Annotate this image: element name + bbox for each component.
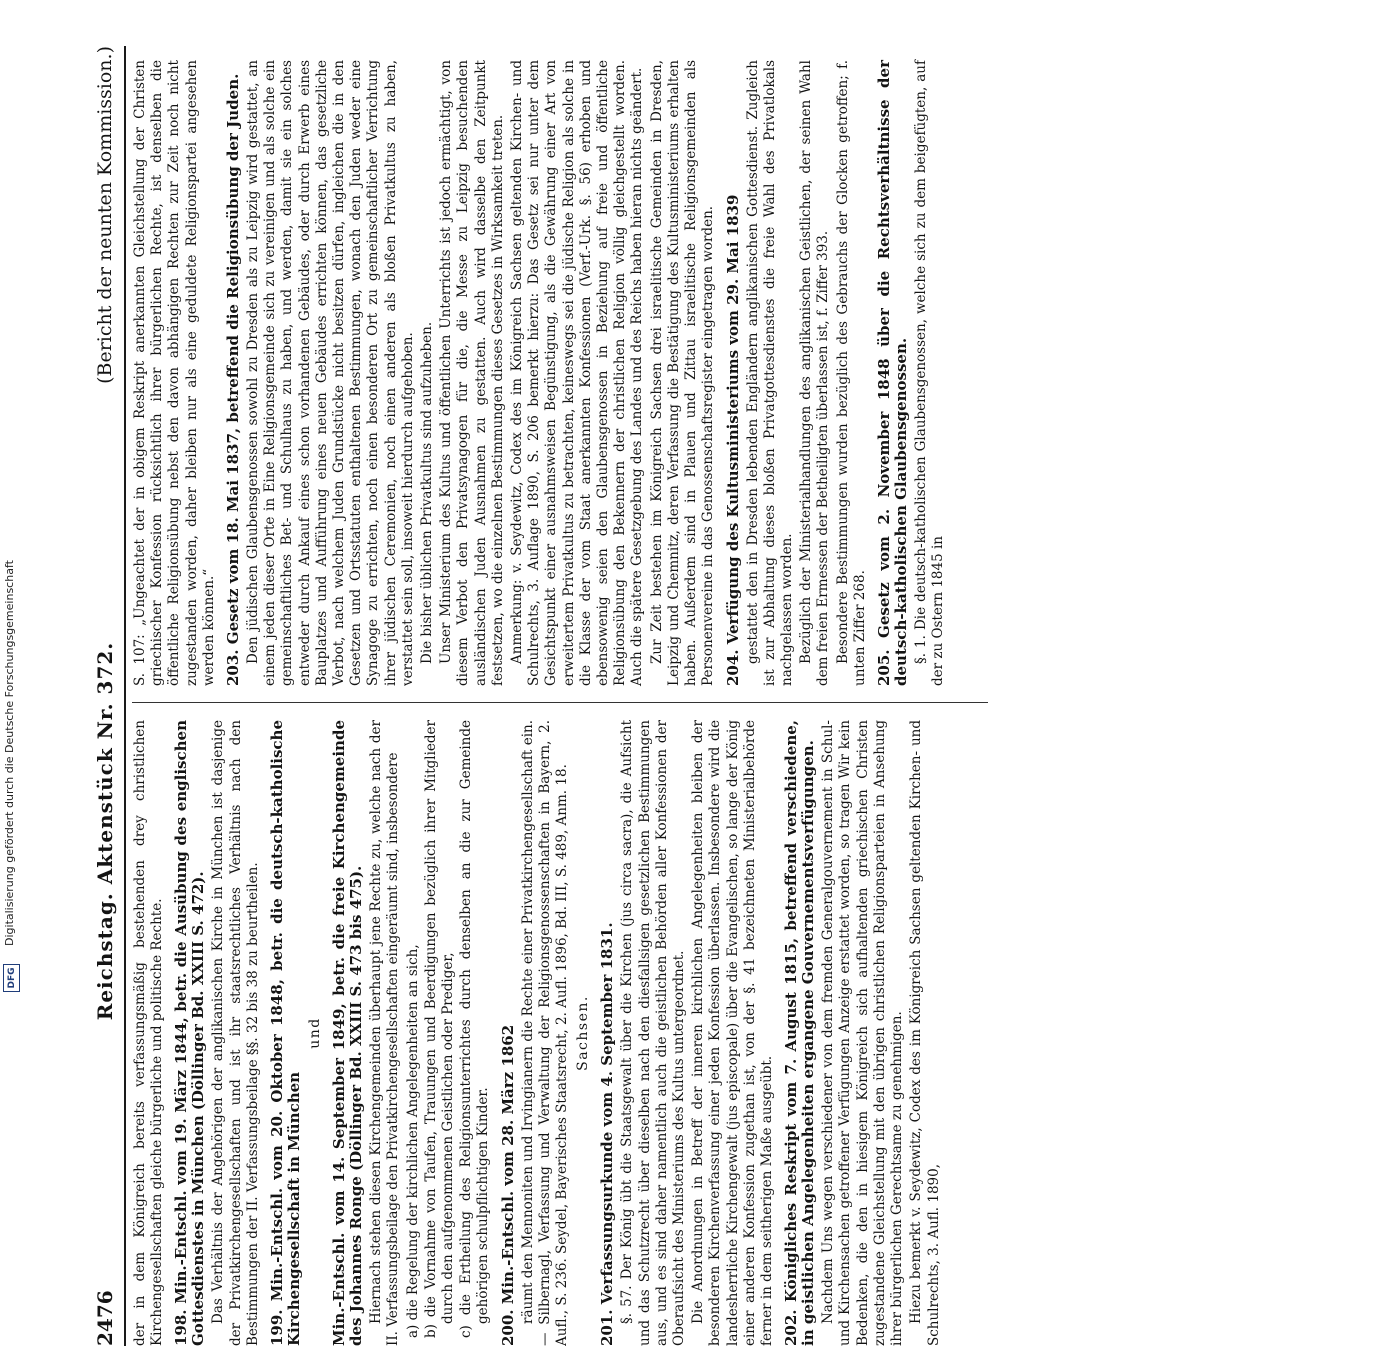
paragraph: der in dem Königreich bereits verfassungsmäßig bestehenden drey christlichen Kirchengesellschaften gleiche bürgerliche und politische Rechte. — [132, 720, 166, 1346]
paragraph: Unser Ministerium des Kultus und öffentlichen Unterrichts ist jedoch ermächtigt, von diesem Verbot den Privatsynagogen für die, die Messe zu Leipzig besuchenden ausländischen Juden Ausnahmen zu gestatten. Auch wird dasselbe den Zeitpunkt festsetzen, wo die einzelnen Bestimmungen dieses Gesetzes in Wirksamkeit treten. — [438, 60, 506, 686]
page-header-note: (Bericht der neunten Kommission.) — [94, 46, 116, 384]
paragraph: Besondere Bestimmungen wurden bezüglich des Gebrauchs der Glocken getroffen; f. unten Ziffer 268. — [834, 60, 868, 686]
left-column — [132, 720, 992, 1346]
paragraph: Nachdem Uns wegen verschiedener von dem fremden Generalgouvernement in Schul- und Kirchensachen getroffener Verfügungen Anzeige erstattet worden, so tragen Wir kein Bedenken, die den in hiesigem Königreich sich aufhaltenden griechischen Christen zugestandene Gleichstellung mit den übrigen christlichen Religionsparteien in Ansehung ihrer bürgerlichen Gerechtsame zu genehmigen. — [820, 720, 906, 1346]
paragraph: Das Verhältnis der Angehörigen der anglikanischen Kirche in München ist dasjenige der Privatkirchengesellschaften und ist ihr staatsrechtliches Verhältnis nach den Bestimmungen der II. Verfassungsbeilage §§. 32 bis 38 zu beurtheilen. — [210, 720, 261, 1346]
digitization-strip — [0, 0, 24, 1000]
column-divider — [132, 702, 988, 703]
section-heading: 200. Min.-Entschl. vom 28. März 1862 — [498, 1024, 517, 1346]
dfg-logo — [3, 964, 20, 992]
paragraph: gestattet den in Dresden lebenden Engländern anglikanischen Gottesdienst. Zugleich ist zur Abhaltung dieses bloßen Privatgottesdienstes die freie Wahl des Privatlokals nachgelassen worden. — [744, 60, 795, 686]
page-number: 2476 — [93, 1290, 117, 1346]
section-heading: 199. Min.-Entschl. vom 20. Oktober 1848, betr. die deutsch-katholische Kirchengesellschaft in München — [268, 720, 304, 1346]
centered-heading: und — [307, 1017, 324, 1049]
section-heading: 201. Verfassungsurkunde vom 4. September 1831. — [598, 922, 617, 1346]
section-heading: Min.-Entschl. vom 14. September 1849, betr. die freie Kirchengemeinde des Johannes Ronge (Döllinger Bd. XXIII S. 473 bis 475). — [330, 720, 366, 1346]
dfg-logo-text: DFG — [7, 967, 17, 989]
paragraph: Hiezu bemerkt v. Seydewitz, Codex des im Königreich Sachsen geltenden Kirchen- und Schulrechts, 3. Aufl. 1890, — [908, 720, 942, 1346]
section-heading: 198. Min.-Entschl. vom 19. März 1844, betr. die Ausübung des englischen Gottesdienstes in München (Döllinger Bd. XXIII S. 472). — [172, 720, 208, 1346]
section-heading: 204. Verfügung des Kultusministeriums vom 29. Mai 1839 — [723, 194, 742, 686]
paragraph: Bezüglich der Ministerialhandlungen des anglikanischen Geistlichen, der seinen Wahl dem freien Ermessen der Betheiligten überlassen ist, f. Ziffer 393. — [798, 60, 832, 686]
list-item: a) die Regelung der kirchlichen Angelegenheiten an sich, — [404, 944, 421, 1338]
page-header — [86, 46, 126, 1346]
paragraph: Hiernach stehen diesen Kirchengemeinden überhaupt jene Rechte zu, welche nach der II. Verfassungsbeilage den Privatkirchengesellschaften eingeräumt sind, insbesondere — [368, 720, 402, 1346]
section-heading: 205. Gesetz vom 2. November 1848 über die Rechtsverhältnisse der deutsch-katholischen Glaubensgenossen. — [874, 60, 910, 686]
page-title: Reichstag. Aktenstück Nr. 372. — [93, 641, 117, 1021]
paragraph: Die Anordnungen in Betreff der inneren kirchlichen Angelegenheiten bleiben der besonderen Kirchenverfassung einer jeden Konfession überlassen. Insbesondere wird die landesherrliche Kirchengewalt (jus episcopale) über die Evangelischen, so lange der König einer anderen Konfession zugethan ist, von der §. 41 bezeichneten Ministerialbehörde ferner in dem seitherigen Maße ausgeübt. — [690, 720, 776, 1346]
paragraph: Den jüdischen Glaubensgenossen sowohl zu Dresden als zu Leipzig wird gestattet, an einem jeden dieser Orte in Eine Religionsgemeinde sich zu vereinigen und als solche ein gemeinschaftliches Bet- und Schulhaus zu haben, und werden, damit sie ein solches entweder durch Ankauf eines schon vorhandenen Gebäudes, oder durch Erwerb eines Bauplatzes und Aufführung eines neuen Gebäudes errichten können, das gesetzliche Verbot, nach welchem Juden Grundstücke nicht besitzen dürfen, ingleichen die in den Gesetzen und Ortsstatuten enthaltenen Bestimmungen, wonach den Juden weder eine Synagoge zu errichten, noch einen besonderen Ort zu gemeinschaftlicher Verrichtung ihrer jüdischen Ceremonien, noch einen anderen als bloßen Privatkultus zu haben, verstattet sein soll, insoweit hierdurch aufgehoben. — [245, 60, 416, 686]
paragraph: Die bisher üblichen Privatkultus sind aufzuheben. — [419, 321, 436, 664]
centered-heading: Sachsen. — [575, 995, 592, 1071]
list-item: b) die Vornahme von Taufen, Trauungen und Beerdigungen bezüglich ihrer Mitglieder durch den aufgenommenen Geistlichen oder Prediger, — [422, 720, 457, 1338]
paragraph: Zur Zeit bestehen im Königreich Sachsen drei israelitische Gemeinden in Dresden, Leipzig und Chemnitz, deren Verfassung die Bestätigung des Kultusministeriums erhalten haben. Außerdem sind in Plauen und Zittau israelitische Religionsgemeinden als Personenvereine in das Genossenschaftsregister eingetragen worden. — [648, 60, 717, 686]
digitization-note: Digitalisierung gefördert durch die Deutsche Forschungsgemeinschaft — [3, 560, 16, 946]
paragraph: §. 1. Die deutsch-katholischen Glaubensgenossen, welche sich zu dem beigefügten, auf der zu Ostern 1845 in — [912, 60, 947, 686]
paragraph: Anmerkung: v. Seydewitz, Codex des im Königreich Sachsen geltenden Kirchen- und Schulrechts, 3. Auflage 1890, S. 206 bemerkt hierzu: Das Gesetz sei nur unter dem Gesichtspunkt einer ausnahmsweisen Begünstigung, als die Gewährung einer Art von erweitertem Privatkultus zu betrachten, keineswegs sei die jüdische Religion als solche in die Klasse der vom Staat anerkannten Konfessionen (Verf.-Urk. §. 56) erhoben und ebensowenig seien den Glaubensgenossen in Beziehung auf freie und öffentliche Religionsübung den Bekennern der christlichen Religion völlig gleichgestellt worden. Auch die spätere Gesetzgebung des Landes und des Reichs haben hieran nichts geändert. — [509, 60, 646, 686]
paragraph: §. 57. Der König übt die Staatsgewalt über die Kirchen (jus circa sacra), die Aufsicht und das Schutzrecht über dieselben nach den diesfallsigen gesetzlichen Bestimmungen aus, und es sind daher namentlich auch die geistlichen Behörden aller Konfessionen der Oberaufsicht des Ministeriums des Kultus untergeordnet. — [619, 720, 688, 1346]
list-item: c) die Ertheilung des Religionsunterrichtes durch denselben an die zur Gemeinde gehörigen schulpflichtigen Kinder. — [458, 720, 492, 1338]
paragraph: räumt den Mennoniten und Irvingianern die Rechte einer Privatkirchengesellschaft ein. — Silbernagl, Verfassung und Verwaltung der Religionsgenossenschaften in Bayern, 2. Aufl., S. 236. Seydel, Bayerisches Staatsrecht, 2. Aufl. 1896, Bd. III, S. 489, Anm. 18. — [519, 720, 571, 1346]
right-column — [132, 60, 992, 686]
rotated-page — [86, 46, 1386, 1346]
section-heading: 202. Königliches Reskript vom 7. August 1815, betreffend verschiedene, in geistlichen Angelegenheiten ergangene Gouvernementsverfügungen. — [782, 720, 818, 1346]
section-heading: 203. Gesetz vom 18. Mai 1837, betreffend die Religionsübung der Juden. — [224, 73, 243, 686]
paragraph: S. 107: „Ungeachtet der in obigem Reskript anerkannten Gleichstellung der Christen griechischer Konfession rücksichtlich ihrer bürgerlichen Rechte, ist denselben die öffentliche Religionsübung nebst den davon abhängigen Rechten zur Zeit noch nicht zugestanden worden, daher bleiben nur als eine geduldete Religionspartei angesehen werden können.“ — [132, 60, 217, 686]
